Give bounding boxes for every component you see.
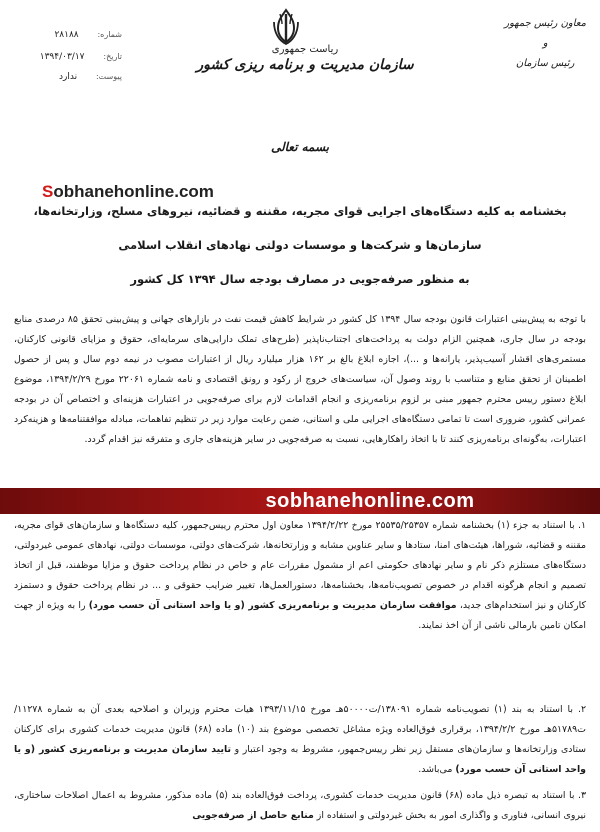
item-3-bold: منابع حاصل از صرفه‌جویی [192,810,314,821]
item-1-bold: موافقت سازمان مدیریت و برنامه‌ریزی کشور (و یا واحد استانی آن حسب مورد) [88,600,457,611]
intro-paragraph: با توجه به پیش‌بینی اعتبارات قانون بودجه سال ۱۳۹۴ کل کشور در شرایط کاهش قیمت نفت در بازارهای جهانی و پیش‌بینی تحقق ۸۵ درصدی منابع بودجه در سال جاری، همچنین الزام دولت به پرداخت‌های اجتناب‌ناپذیر (طرح‌های تملک دارایی‌های سرمایه‌ای، حقوق و مزایای قانونی کارکنان، مستمری‌های اقشار آسیب‌پذیر، یارانه‌ها و ...)، اجازه ابلاغ بالغ بر ۱۶۲ هزار میلیارد ریال از اعتبارات مصوب در نیمه دوم سال و پس از حصول اطمینان از تحقق منابع و متناسب با روند وصول آن، سیاست‌های خروج از رکود و رونق اقتصادی و نامه شماره ۲۲۰۶۱ مورخ ۱۳۹۴/۲/۲۹، موضوع ابلاغ دستور رییس محترم جمهور مبنی بر لزوم برنامه‌ریزی و انجام اقدامات لازم برای صرفه‌جویی در اعتبارات هزینه‌ای و اختصاص آن در بودجه عمرانی کشور، ضروری است تا تمامی دستگاه‌های اجرایی ملی و استانی، ضمن رعایت موارد زیر در تنظیم تفاهمات، مبادله موافقتنامه‌ها و هزینه‌کرد اعتبارات، به‌گونه‌ای برنامه‌ریزی کنند تا با اتخاذ راهکارهایی، نسبت به صرفه‌جویی در سایر هزینه‌های جاری و متفرقه نیز اقدام گردد. [14,314,586,445]
letter-number: ۲۸۱۸۸ [54,30,79,40]
letter-number-label: شماره: [97,30,122,39]
signatory-line2: و [542,38,548,49]
letter-date-label: تاریخ: [103,52,122,61]
list-item-2 [14,700,586,780]
item-1-tail: را به ویژه از جهت امکان تامین بارمالی ناشی از آن اخذ نمایند. [14,600,586,631]
list-item-1 [14,516,586,696]
signatory-header [504,14,586,74]
title-line-1: بخشنامه به کلیه دستگاه‌های اجرایی قوای مجریه، مقننه و قضائیه، نیروهای مسلح، وزارتخانه‌ها، [33,204,567,218]
title-line-2: سازمان‌ها و شرکت‌ها و موسسات دولتی نهادهای انقلاب اسلامی [118,238,482,252]
signatory-line3: رئیس سازمان [515,58,575,69]
item-2-tail: می‌باشد. [418,764,453,775]
watermark-band-text: sobhanehonline.com [265,490,475,512]
letter-date: ۱۳۹۴/۰۳/۱۷ [39,52,85,62]
item-2-bold: تایید سازمان مدیریت و برنامه‌ریزی کشور (و یا واحد استانی آن حسب مورد) [14,744,586,775]
list-item-3 [14,786,586,830]
watermark-rest: obhanehonline.com [53,182,214,201]
org-line1: ریاست جمهوری [271,44,339,55]
watermark-first-letter: S [42,182,54,201]
org-line2: سازمان مدیریت و برنامه ریزی کشور [196,57,414,73]
organization-header [190,44,420,73]
item-1-text: ۱. با استناد به جزء (۱) بخشنامه شماره ۲۵۵۳۵/۲۵۳۵۷ مورخ ۱۳۹۴/۲/۲۲ معاون اول محترم رییس‌جمهور، کلیه دستگاه‌ها و سازمان‌های قوای مجریه، مقننه و قضائیه، شوراها، هیئت‌های امنا، ستادها و سایر عناوین مشابه و وزارتخانه‌ها، شرکت‌های دولتی، موسسات دولتی، نهادهای عمومی غیردولتی، دستگاه‌های مستلزم ذکر نام و سایر نهادهای حکومتی اعم از مشمول مقررات عام و خاص در نظام پرداخت حقوق و مزایا موظفند، قبل از اتخاذ تصمیم و انجام هرگونه اقدام در خصوص تصویب‌نامه‌ها، بخشنامه‌ها، دستورالعمل‌ها، تغییر ضرایب حقوقی و ... در نظام پرداخت حقوق و دستمزد کارکنان و نیز استخدام‌های جدید، [14,520,586,611]
state-emblem-icon [268,6,304,46]
title-line-3: به منظور صرفه‌جویی در مصارف بودجه سال ۱۳۹۴ کل کشور [130,272,470,286]
item-3-text: ۳. با استناد به تبصره ذیل ماده (۶۸) قانون مدیریت خدمات کشوری، پرداخت فوق‌العاده بند (۵) ماده مذکور، مشروط به اعمال اصلاحات ساختاری، نیروی انسانی، فناوری و واگذاری امور به بخش غیردولتی و استفاده از [14,790,586,821]
signatory-line1: معاون رئیس جمهور [504,18,586,29]
watermark-top [42,182,214,202]
letter-date-row [12,52,122,62]
letter-attachment-label: پیوست: [95,72,122,81]
letter-attachment-row [12,72,122,82]
bismillah: بسمه تعالی [270,140,330,154]
letter-number-row [12,30,122,40]
letter-attachment: ندارد [59,72,78,82]
item-2-text: ۲. با استناد به بند (۱) تصویب‌نامه شماره ۱۳۸۰۹۱/ت۵۰۰۰۰هـ مورخ ۱۳۹۳/۱۱/۱۵ هیات محترم وزیران و اصلاحیه بعدی آن به شماره ۱۱۲۷۸/ت۵۱۷۸۹هـ مورخ ۱۳۹۴/۲/۲، برقراری فوق‌العاده ویژه مشاغل تخصصی موضوع بند (۱۰) ماده (۶۸) قانون مدیریت خدمات کشوری برای کارکنان ستادی وزارتخانه‌ها و سازمان‌های مستقل زیر نظر رییس‌جمهور، مشروط به وجود اعتبار و [14,704,586,755]
